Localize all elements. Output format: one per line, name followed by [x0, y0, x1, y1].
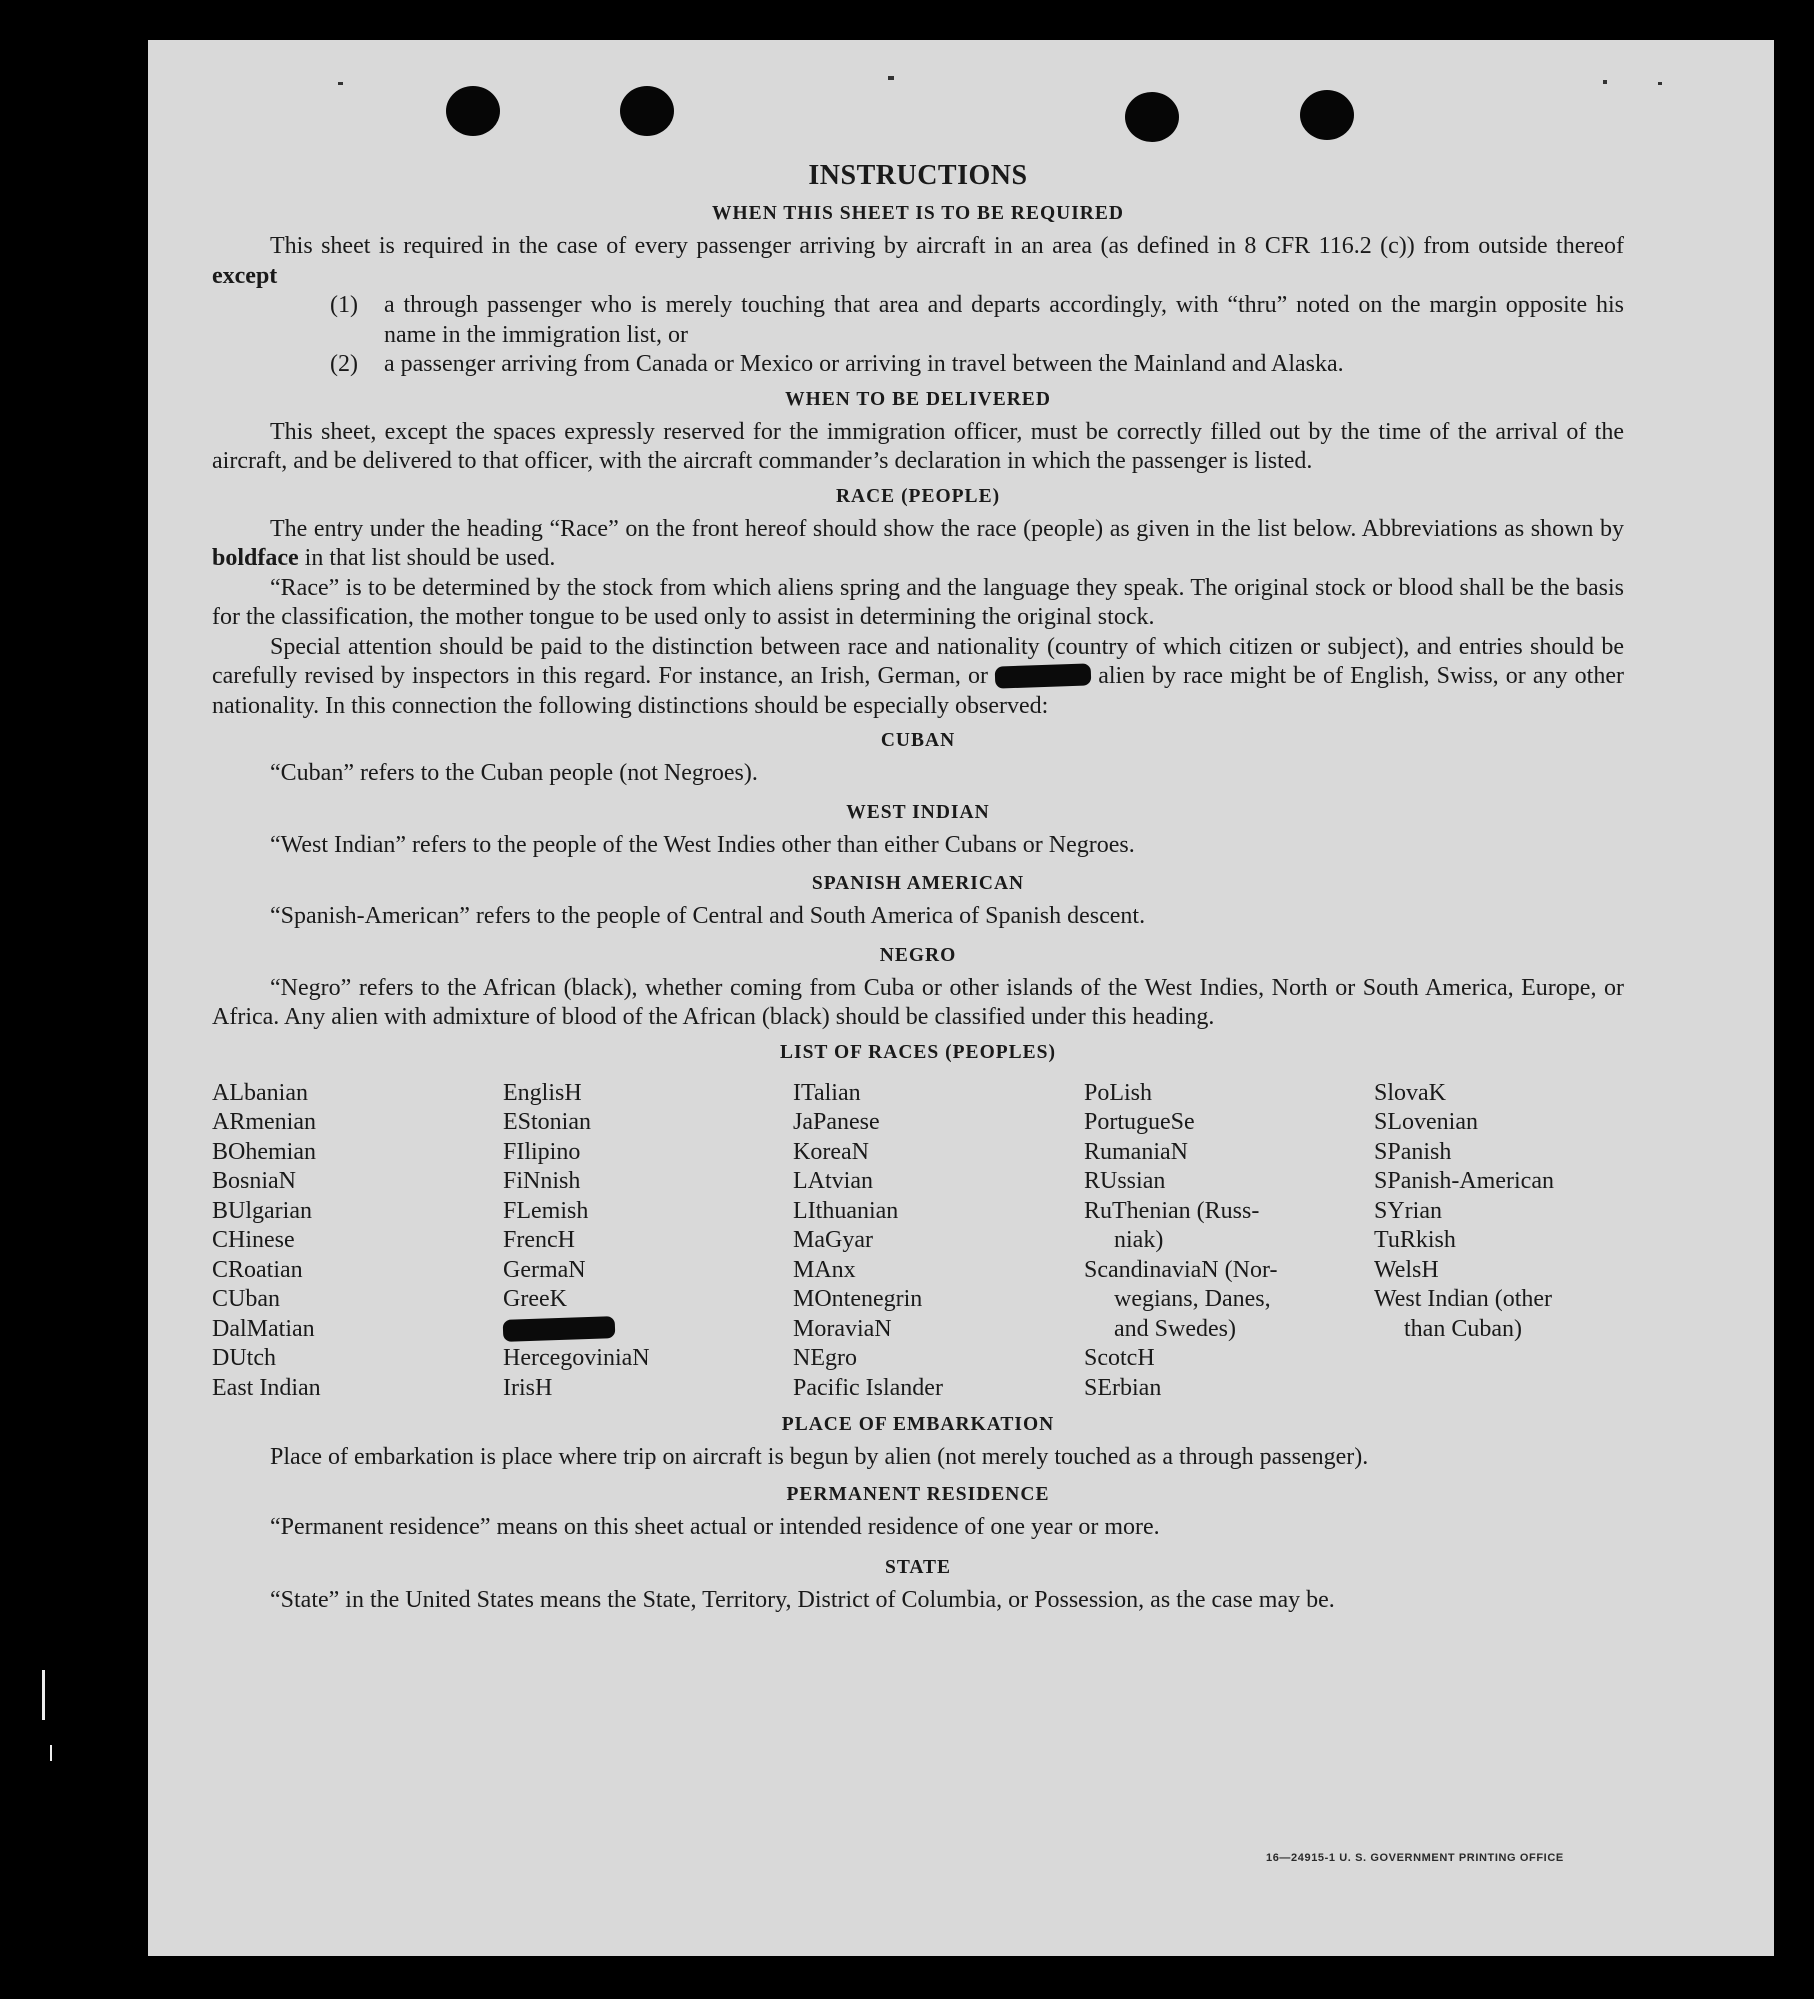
race-entry: RuThenian (Russ-	[1084, 1197, 1260, 1224]
race-entry: WelsH	[1374, 1256, 1439, 1283]
race-entry: EnglisH	[503, 1079, 582, 1106]
race-entry: Pacific Islander	[793, 1374, 943, 1401]
race-entry: BOhemian	[212, 1138, 316, 1165]
race-entry: FIlipino	[503, 1138, 581, 1165]
race-entry: KoreaN	[793, 1138, 869, 1165]
document-sheet	[148, 40, 1774, 1956]
race-entry: ALbanian	[212, 1079, 308, 1106]
race-entry: ARmenian	[212, 1109, 316, 1135]
punch-hole	[446, 86, 500, 136]
when-required-intro: This sheet is required in the case of every passenger arriving by aircraft in an area (as defined in 8 CFR 116.2 (c)) from outside thereof except	[212, 233, 1624, 289]
race-entry: SlovaK	[1374, 1079, 1446, 1106]
race-entry: DalMatian	[212, 1315, 315, 1342]
heading-when-required: WHEN THIS SHEET IS TO BE REQUIRED	[712, 203, 1124, 224]
scan-speck	[1658, 82, 1662, 85]
race-entry: LAtvian	[793, 1168, 873, 1194]
race-entry: SLovenian	[1374, 1109, 1478, 1135]
race-entry-continuation: and Swedes)	[1114, 1315, 1236, 1342]
race-entry: GermaN	[503, 1256, 586, 1283]
negro-text: “Negro” refers to the African (black), whether coming from Cuba or other islands of the West Indies, North or South America, Europe, or Africa. Any alien with admixture of blood of the African (black) should be classified under this heading.	[212, 974, 1624, 1030]
race-entry: FLemish	[503, 1197, 589, 1224]
race-entry: PortugueSe	[1084, 1109, 1195, 1135]
cuban-text: “Cuban” refers to the Cuban people (not Negroes).	[270, 760, 758, 786]
race-entry: IrisH	[503, 1374, 553, 1401]
redaction-mark	[503, 1316, 616, 1342]
heading-when-delivered: WHEN TO BE DELIVERED	[785, 388, 1051, 410]
spanish-american-text: “Spanish-American” refers to the people of Central and South America of Spanish descent.	[270, 903, 1146, 929]
race-entry: HercegoviniaN	[503, 1345, 650, 1371]
race-entry: SErbian	[1084, 1374, 1162, 1401]
races-column-3	[793, 1079, 1084, 1404]
exception-item-2: (2) a passenger arriving from Canada or Mexico or arriving in travel between the Mainland and Alaska.	[330, 351, 1344, 377]
race-entry: MoraviaN	[793, 1315, 892, 1342]
heading-west-indian: WEST INDIAN	[846, 801, 990, 823]
race-entry-continuation: niak)	[1114, 1227, 1164, 1253]
scan-speck	[1603, 80, 1607, 84]
heading-cuban: CUBAN	[880, 730, 956, 751]
state-text: “State” in the United States means the State, Territory, District of Columbia, or Possession, as the case may be.	[270, 1587, 1335, 1613]
punch-hole	[1125, 92, 1179, 142]
race-paragraph-1: The entry under the heading “Race” on the front hereof should show the race (people) as given in the list below. Abbreviations as shown by boldface in that list should be used.	[212, 515, 1624, 571]
race-paragraph-3: Special attention should be paid to the distinction between race and nationality (country of which citizen or subject), and entries should be carefully revised by inspectors in this regard. For instance, an Irish, German, or alien by race might be of English, Swiss, or any other nationality. In this connection the following distinctions should be especially observed:	[212, 633, 1624, 719]
scan-speck	[338, 82, 343, 85]
races-column-1	[212, 1079, 503, 1404]
race-entry: GreeK	[503, 1286, 567, 1312]
race-entry-continuation: than Cuban)	[1404, 1315, 1522, 1342]
race-entry: SYrian	[1374, 1197, 1442, 1224]
punch-hole	[1300, 90, 1354, 140]
heading-embarkation: PLACE OF EMBARKATION	[781, 1414, 1055, 1435]
races-list	[212, 1079, 1624, 1404]
race-entry: EStonian	[503, 1109, 591, 1135]
race-entry: JaPanese	[793, 1109, 880, 1135]
race-entry: SPanish	[1374, 1138, 1452, 1165]
race-entry: CUban	[212, 1286, 280, 1312]
heading-race: RACE (PEOPLE)	[835, 485, 1001, 507]
race-entry: CHinese	[212, 1227, 295, 1253]
heading-negro: NEGRO	[879, 944, 957, 966]
race-entry: RumaniaN	[1084, 1138, 1188, 1165]
race-entry: East Indian	[212, 1374, 321, 1401]
race-entry: ScotcH	[1084, 1345, 1155, 1371]
race-entry: ITalian	[793, 1079, 861, 1106]
when-delivered-text: This sheet, except the spaces expressly reserved for the immigration officer, must be correctly filled out by the time of the arrival of the aircraft, and be delivered to that officer, with the aircraft commander’s declaration in which the passenger is listed.	[212, 418, 1624, 474]
races-column-4	[1084, 1079, 1374, 1404]
race-entry: RUssian	[1084, 1168, 1166, 1194]
race-entry: DUtch	[212, 1345, 276, 1371]
redaction-mark	[995, 663, 1092, 688]
races-column-5	[1374, 1079, 1624, 1404]
redacted-race-entry	[503, 1315, 793, 1345]
race-entry: SPanish-American	[1374, 1168, 1554, 1194]
scan-edge-mark	[50, 1745, 52, 1761]
race-entry: TuRkish	[1374, 1227, 1456, 1253]
heading-spanish-american: SPANISH AMERICAN	[811, 873, 1025, 894]
race-entry: MaGyar	[793, 1227, 873, 1253]
race-entry: West Indian (other	[1374, 1286, 1553, 1312]
heading-permanent-residence: PERMANENT RESIDENCE	[786, 1483, 1050, 1505]
scan-edge-mark	[42, 1670, 45, 1720]
race-entry: BosniaN	[212, 1168, 296, 1194]
race-entry: FiNnish	[503, 1168, 581, 1194]
race-paragraph-2: “Race” is to be determined by the stock from which aliens spring and the language they speak. The original stock or blood shall be the basis for the classification, the mother tongue to be used only to assist in determining the original stock.	[212, 574, 1624, 630]
race-entry: PoLish	[1084, 1079, 1153, 1106]
race-entry-continuation: wegians, Danes,	[1114, 1286, 1271, 1312]
page-title: INSTRUCTIONS	[808, 160, 1028, 191]
race-entry: CRoatian	[212, 1256, 303, 1283]
embarkation-text: Place of embarkation is place where trip on aircraft is begun by alien (not merely touched as a through passenger).	[270, 1444, 1369, 1470]
race-entry: LIthuanian	[793, 1197, 899, 1224]
race-entry: BUlgarian	[212, 1197, 312, 1224]
printing-office-footer: 16—24915-1 U. S. GOVERNMENT PRINTING OFFICE	[1266, 1852, 1564, 1864]
heading-list-of-races: LIST OF RACES (PEOPLES)	[779, 1041, 1056, 1063]
west-indian-text: “West Indian” refers to the people of the West Indies other than either Cubans or Negroes.	[270, 831, 1135, 858]
race-entry: FrencH	[503, 1227, 575, 1253]
race-entry: NEgro	[793, 1345, 857, 1371]
race-entry: MAnx	[793, 1256, 856, 1283]
exception-item-1: (1) a through passenger who is merely touching that area and departs accordingly, with “thru” noted on the margin opposite his name in the immigration list, or	[330, 292, 1624, 348]
instructions-content	[212, 158, 1624, 1616]
heading-state: STATE	[884, 1557, 952, 1578]
race-entry: ScandinaviaN (Nor-	[1084, 1256, 1278, 1283]
scan-speck	[888, 76, 894, 80]
races-column-2	[503, 1079, 793, 1404]
punch-hole	[620, 86, 674, 136]
race-entry: MOntenegrin	[793, 1286, 923, 1312]
permanent-residence-text: “Permanent residence” means on this sheet actual or intended residence of one year or more.	[270, 1513, 1160, 1540]
